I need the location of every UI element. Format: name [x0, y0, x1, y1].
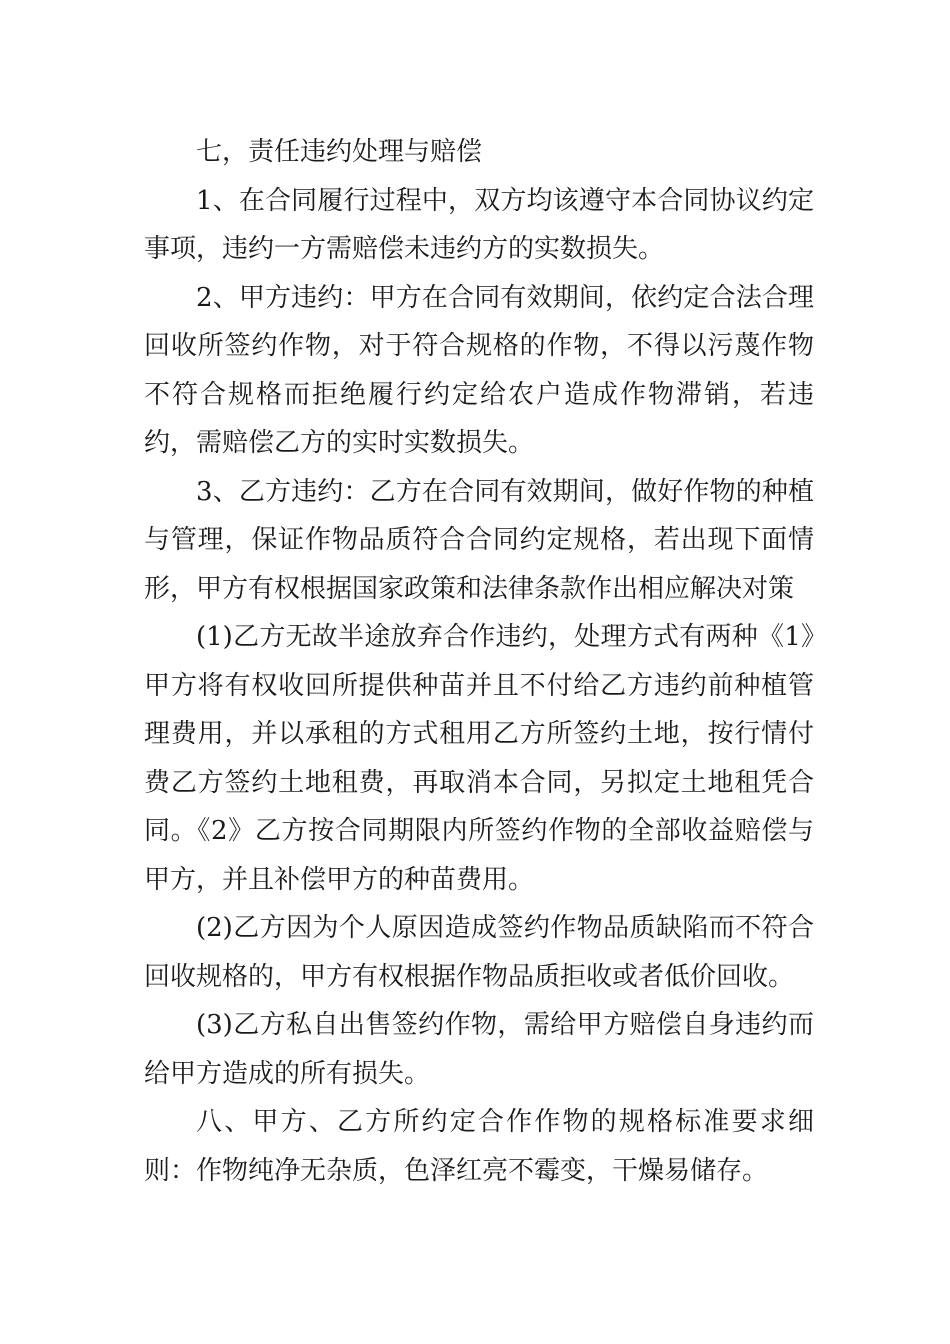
- section-heading-specifications: 八、甲方、乙方所约定合作作物的规格标准要求细则：作物纯净无杂质，色泽红亮不霉变，干燥易储存。: [144, 1107, 814, 1186]
- clause-3-party-b-breach: 3、乙方违约：乙方在合同有效期间，做好作物的种植与管理，保证作物品质符合合同约定规格，若出现下面情形，甲方有权根据国家政策和法律条款作出相应解决对策: [144, 476, 814, 604]
- subclause-3-private-sale: (3)乙方私自出售签约作物，需给甲方赔偿自身违约而给甲方造成的所有损失。: [144, 1010, 814, 1089]
- document-page: [144, 128, 814, 1195]
- clause-1-general: 1、在合同履行过程中，双方均该遵守本合同协议约定事项，违约一方需赔偿未违约方的实数损失。: [144, 185, 814, 264]
- section-heading-liability: 七，责任违约处理与赔偿: [196, 137, 483, 167]
- clause-2-party-a-breach: 2、甲方违约：甲方在合同有效期间，依约定合法合理回收所签约作物，对于符合规格的作物，不得以污蔑作物不符合规格而拒绝履行约定给农户造成作物滞销，若违约，需赔偿乙方的实时实数损失。: [144, 282, 814, 458]
- subclause-1-abandonment: (1)乙方无故半途放弃合作违约，处理方式有两种《1》甲方将有权收回所提供种苗并且不付给乙方违约前种植管理费用，并以承租的方式租用乙方所签约土地，按行情付费乙方签约土地租费，再取消本合同，另拟定土地租凭合同。《2》乙方按合同期限内所签约作物的全部收益赔偿与甲方，并且补偿甲方的种苗费用。: [144, 622, 814, 895]
- subclause-2-quality-defect: (2)乙方因为个人原因造成签约作物品质缺陷而不符合回收规格的，甲方有权根据作物品质拒收或者低价回收。: [144, 913, 814, 992]
